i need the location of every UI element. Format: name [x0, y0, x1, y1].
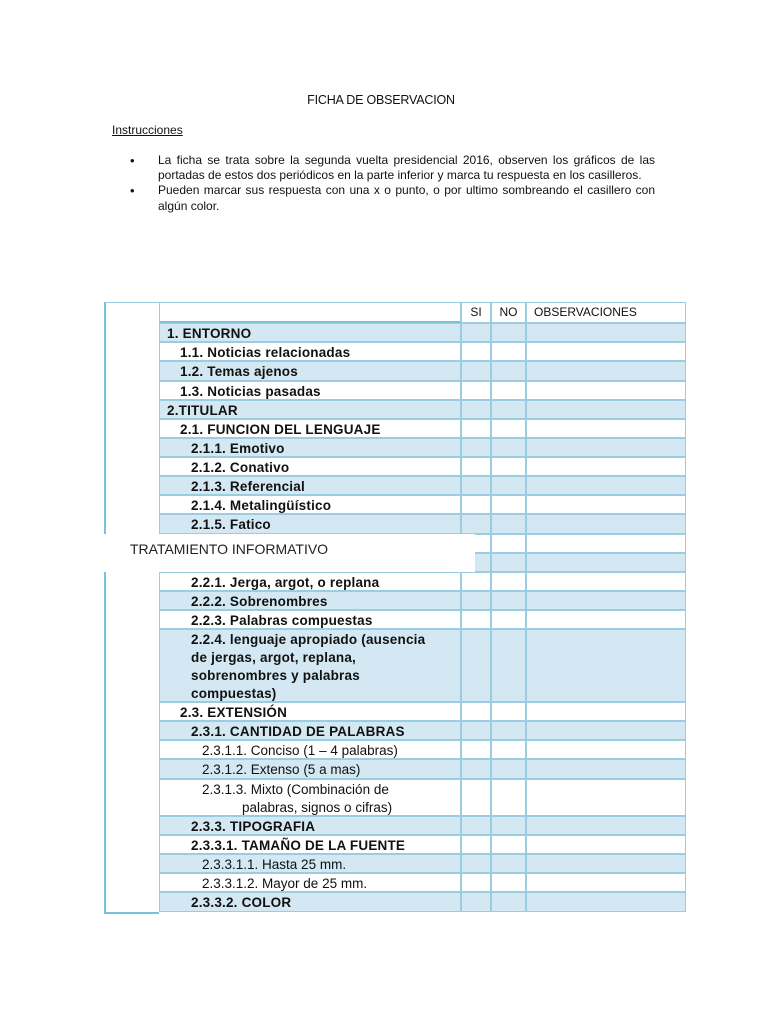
header-label-cell [159, 302, 461, 323]
instructions-heading: Instrucciones [112, 123, 183, 137]
row-label-cell [159, 740, 461, 759]
row-label-cell [159, 892, 461, 912]
table-row [159, 457, 686, 476]
si-checkbox-cell[interactable] [461, 495, 491, 514]
observaciones-cell[interactable] [526, 779, 686, 816]
si-checkbox-cell[interactable] [461, 873, 491, 892]
row-label: 2.3.1.1. Conciso (1 – 4 palabras) [202, 743, 398, 758]
observaciones-cell[interactable] [526, 816, 686, 835]
row-label: 2.2.4. lenguaje apropiado (ausencia [191, 632, 426, 647]
si-checkbox-cell[interactable] [461, 629, 491, 702]
row-label: 1.3. Noticias pasadas [180, 384, 321, 399]
si-checkbox-cell[interactable] [461, 835, 491, 854]
table-row [159, 400, 686, 419]
row-label: 2.3.3. TIPOGRAFIA [191, 819, 316, 834]
observaciones-cell[interactable] [526, 534, 686, 553]
si-checkbox-cell[interactable] [461, 419, 491, 438]
observaciones-cell[interactable] [526, 835, 686, 854]
si-checkbox-cell[interactable] [461, 702, 491, 721]
table-row [159, 873, 686, 892]
no-checkbox-cell[interactable] [491, 457, 526, 476]
observaciones-cell[interactable] [526, 610, 686, 629]
row-label-cell [159, 438, 461, 457]
table-row [159, 514, 686, 534]
observaciones-cell[interactable] [526, 572, 686, 591]
si-checkbox-cell[interactable] [461, 740, 491, 759]
observaciones-cell[interactable] [526, 514, 686, 534]
no-checkbox-cell[interactable] [491, 854, 526, 873]
row-label-cell [159, 629, 461, 702]
table-header-row [159, 302, 686, 323]
no-checkbox-cell[interactable] [491, 759, 526, 779]
header-si-text: SI [470, 305, 482, 319]
page-title: FICHA DE OBSERVACION [307, 93, 455, 107]
table-row [159, 476, 686, 495]
si-checkbox-cell[interactable] [461, 721, 491, 740]
table-row [159, 759, 686, 779]
row-label-cell [159, 323, 461, 342]
row-label-cell [159, 721, 461, 740]
row-label-cell [159, 495, 461, 514]
table-row [159, 702, 686, 721]
si-checkbox-cell[interactable] [461, 476, 491, 495]
row-label: de jergas, argot, replana, [191, 650, 357, 665]
row-label-cell [159, 400, 461, 419]
row-label-cell [159, 591, 461, 610]
row-label: 2.2.3. Palabras compuestas [191, 613, 373, 628]
si-checkbox-cell[interactable] [461, 892, 491, 912]
observaciones-cell[interactable] [526, 495, 686, 514]
observaciones-cell[interactable] [526, 873, 686, 892]
no-checkbox-cell[interactable] [491, 476, 526, 495]
si-checkbox-cell[interactable] [461, 342, 491, 361]
si-checkbox-cell[interactable] [461, 591, 491, 610]
observaciones-cell[interactable] [526, 892, 686, 912]
no-checkbox-cell[interactable] [491, 361, 526, 381]
row-label: palabras, signos o cifras) [242, 800, 393, 815]
table-row [159, 419, 686, 438]
observaciones-cell[interactable] [526, 381, 686, 400]
instructions-list [130, 153, 655, 214]
instruction-item: • La ficha se trata sobre la segunda vuelta presidencial 2016, observen los gráficos de las portadas de estos dos periódicos en la parte inferior y marca tu respuesta en los casilleros. [130, 153, 655, 183]
table-row [159, 835, 686, 854]
no-checkbox-cell[interactable] [491, 381, 526, 400]
row-label-cell [159, 457, 461, 476]
row-label: 1.2. Temas ajenos [180, 364, 298, 379]
si-checkbox-cell[interactable] [461, 361, 491, 381]
si-checkbox-cell[interactable] [461, 514, 491, 534]
row-label-cell [159, 854, 461, 873]
no-checkbox-cell[interactable] [491, 342, 526, 361]
table-left-column [104, 302, 159, 914]
no-checkbox-cell[interactable] [491, 629, 526, 702]
row-label: 2.1.2. Conativo [191, 460, 290, 475]
observaciones-cell[interactable] [526, 759, 686, 779]
no-checkbox-cell[interactable] [491, 400, 526, 419]
no-checkbox-cell[interactable] [491, 610, 526, 629]
row-label-cell [159, 476, 461, 495]
row-label-cell [159, 759, 461, 779]
no-checkbox-cell[interactable] [491, 514, 526, 534]
no-checkbox-cell[interactable] [491, 740, 526, 759]
row-label: 2.1.5. Fatico [191, 517, 271, 532]
si-checkbox-cell[interactable] [461, 400, 491, 419]
no-checkbox-cell[interactable] [491, 721, 526, 740]
row-label: 2.2.1. Jerga, argot, o replana [191, 575, 380, 590]
row-label: compuestas) [191, 686, 277, 701]
observaciones-cell[interactable] [526, 419, 686, 438]
row-label: 2.1. FUNCION DEL LENGUAJE [180, 422, 381, 437]
row-label-cell [159, 381, 461, 400]
row-label: 2.3.3.1. TAMAÑO DE LA FUENTE [191, 838, 406, 853]
observaciones-cell[interactable] [526, 438, 686, 457]
row-label-cell [159, 816, 461, 835]
no-checkbox-cell[interactable] [491, 534, 526, 553]
no-checkbox-cell[interactable] [491, 779, 526, 816]
row-label: sobrenombres y palabras [191, 668, 360, 683]
table-row [159, 342, 686, 361]
si-checkbox-cell[interactable] [461, 323, 491, 342]
observaciones-cell[interactable] [526, 702, 686, 721]
row-label-cell [159, 873, 461, 892]
no-checkbox-cell[interactable] [491, 702, 526, 721]
table-row [159, 610, 686, 629]
table-row [159, 361, 686, 381]
si-checkbox-cell[interactable] [461, 816, 491, 835]
table-row [159, 323, 686, 342]
row-label: 1. ENTORNO [167, 326, 252, 341]
table-row [159, 591, 686, 610]
row-label-cell [159, 702, 461, 721]
table-row [159, 892, 686, 912]
row-label-cell [159, 779, 461, 816]
header-observaciones [526, 302, 686, 323]
observaciones-cell[interactable] [526, 361, 686, 381]
row-label-cell [159, 572, 461, 591]
row-label: 2.3. EXTENSIÓN [180, 705, 288, 720]
observaciones-cell[interactable] [526, 323, 686, 342]
row-label-cell [159, 610, 461, 629]
table-row [159, 816, 686, 835]
header-si [461, 302, 491, 323]
observaciones-cell[interactable] [526, 553, 686, 572]
table-row [159, 740, 686, 759]
table-row [159, 721, 686, 740]
row-label: 2.3.1.2. Extenso (5 a mas) [202, 762, 361, 777]
no-checkbox-cell[interactable] [491, 553, 526, 572]
no-checkbox-cell[interactable] [491, 873, 526, 892]
table-row [159, 438, 686, 457]
row-label-cell [159, 342, 461, 361]
observaciones-cell[interactable] [526, 342, 686, 361]
row-label: 2.1.4. Metalingüístico [191, 498, 332, 513]
observaciones-cell[interactable] [526, 740, 686, 759]
si-checkbox-cell[interactable] [461, 610, 491, 629]
tratamiento-informativo-label: TRATAMIENTO INFORMATIVO [130, 541, 329, 557]
row-label-cell [159, 514, 461, 534]
row-label: 2.2.2. Sobrenombres [191, 594, 328, 609]
si-checkbox-cell[interactable] [461, 457, 491, 476]
row-label-cell [159, 419, 461, 438]
no-checkbox-cell[interactable] [491, 572, 526, 591]
row-label: 2.3.3.1.1. Hasta 25 mm. [202, 857, 347, 872]
observaciones-cell[interactable] [526, 591, 686, 610]
si-checkbox-cell[interactable] [461, 438, 491, 457]
si-checkbox-cell[interactable] [461, 759, 491, 779]
table-row [159, 381, 686, 400]
row-label: 2.3.3.2. COLOR [191, 895, 292, 910]
no-checkbox-cell[interactable] [491, 591, 526, 610]
observaciones-cell[interactable] [526, 476, 686, 495]
header-no [491, 302, 526, 323]
row-label: 1.1. Noticias relacionadas [180, 345, 351, 360]
no-checkbox-cell[interactable] [491, 419, 526, 438]
instruction-item: • Pueden marcar sus respuesta con una x o punto, o por ultimo sombreando el casillero con algún color. [130, 183, 655, 213]
row-label: 2.1.1. Emotivo [191, 441, 285, 456]
no-checkbox-cell[interactable] [491, 438, 526, 457]
row-label: 2.3.1.3. Mixto (Combinación de [202, 782, 389, 797]
no-checkbox-cell[interactable] [491, 495, 526, 514]
observaciones-cell[interactable] [526, 854, 686, 873]
observaciones-cell[interactable] [526, 721, 686, 740]
si-checkbox-cell[interactable] [461, 381, 491, 400]
row-label: 2.3.3.1.2. Mayor de 25 mm. [202, 876, 368, 891]
observaciones-cell[interactable] [526, 457, 686, 476]
row-label-cell [159, 361, 461, 381]
no-checkbox-cell[interactable] [491, 835, 526, 854]
row-label: 2.1.3. Referencial [191, 479, 305, 494]
header-observaciones-text: OBSERVACIONES [534, 305, 637, 319]
si-checkbox-cell[interactable] [461, 854, 491, 873]
observaciones-cell[interactable] [526, 400, 686, 419]
table-row [159, 495, 686, 514]
row-label: 2.3.1. CANTIDAD DE PALABRAS [191, 724, 405, 739]
no-checkbox-cell[interactable] [491, 816, 526, 835]
si-checkbox-cell[interactable] [461, 779, 491, 816]
table-row [159, 854, 686, 873]
observaciones-cell[interactable] [526, 629, 686, 702]
tratamiento-informativo-label-box [104, 534, 475, 572]
si-checkbox-cell[interactable] [461, 572, 491, 591]
no-checkbox-cell[interactable] [491, 892, 526, 912]
row-label-cell [159, 835, 461, 854]
no-checkbox-cell[interactable] [491, 323, 526, 342]
table-row [159, 629, 686, 702]
header-no-text: NO [499, 305, 518, 319]
table-row [159, 572, 686, 591]
table-row [159, 779, 686, 816]
row-label: 2.TITULAR [167, 403, 238, 418]
